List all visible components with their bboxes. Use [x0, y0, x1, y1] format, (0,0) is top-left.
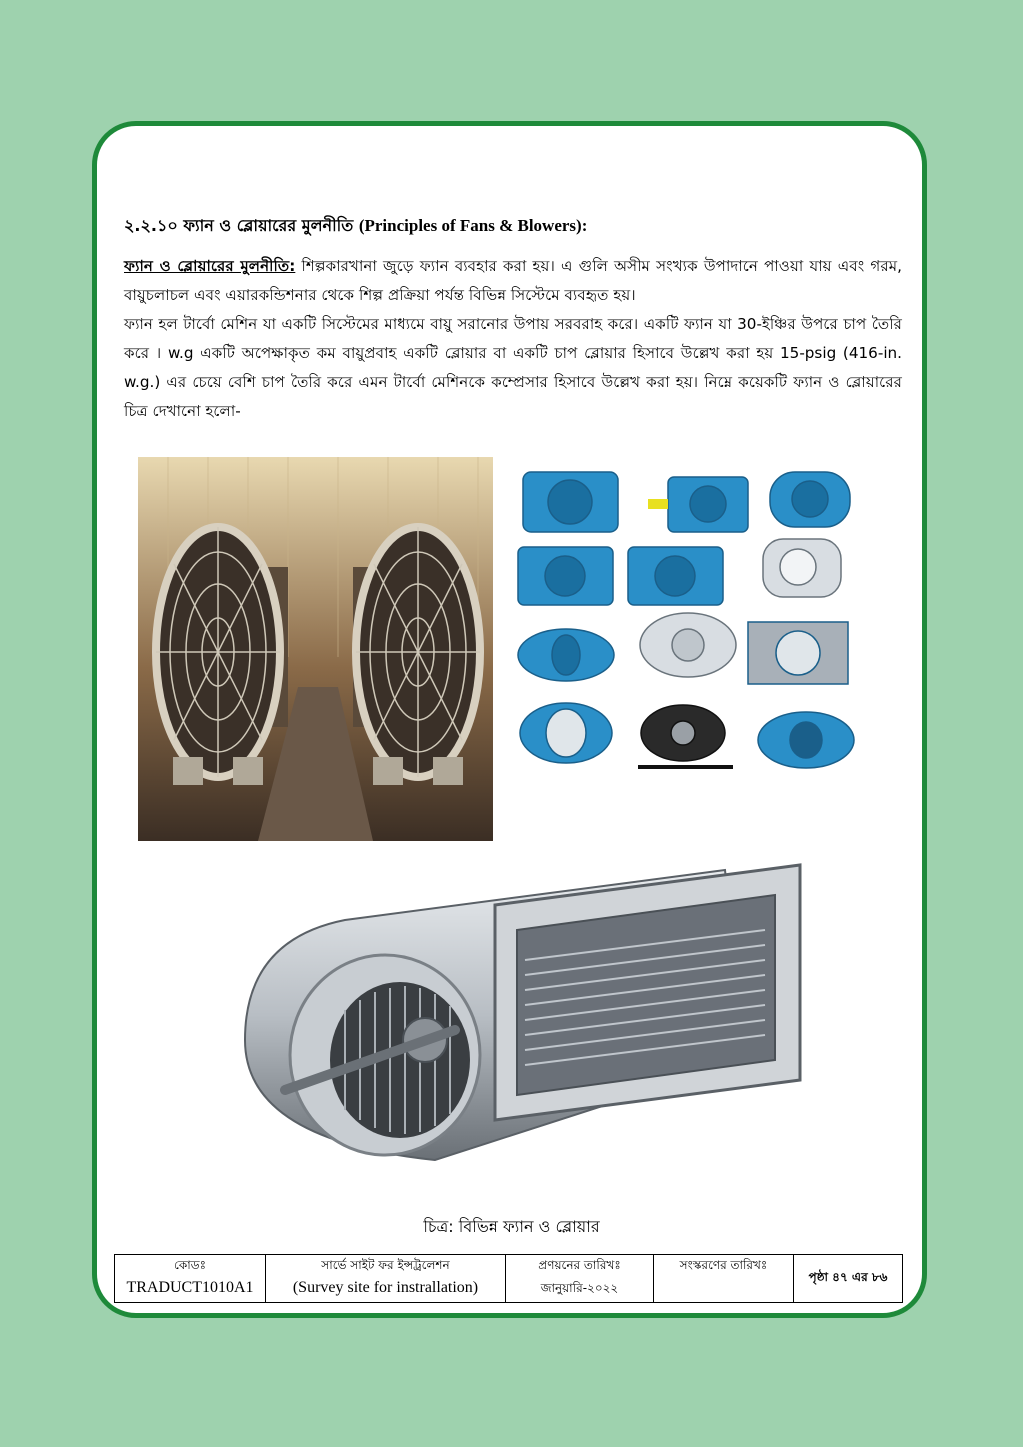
paragraph-1-text: শিল্পকারখানা জুড়ে ফ্যান ব্যবহার করা হয়। এ গুলি অসীম সংখ্যক উপাদানে পাওয়া যায় এবং গরম, বায়ুচলাচল এবং এয়ারকন্ডিশনার থেকে শিল্প প্রক্রিয়া পর্যন্ত বিভিন্ন সিস্টেমে ব্যবহৃত হয়।	[124, 257, 902, 304]
heading-english: (Principles of Fans & Blowers):	[358, 216, 588, 235]
revision-label: সংস্করণের তারিখঃ	[679, 1258, 768, 1272]
unit-label: সার্ভে সাইট ফর ইন্সট্রলেশন	[321, 1258, 450, 1272]
industrial-fans-photo	[138, 457, 493, 841]
code-value: TRADUCT1010A1	[126, 1279, 254, 1296]
paragraph-1	[124, 252, 902, 310]
fan-types-collage	[508, 457, 860, 787]
prep-date-value: জানুয়ারি-২০২২	[540, 1281, 619, 1295]
footer-row	[115, 1255, 903, 1303]
paragraph-2: ফ্যান হল টার্বো মেশিন যা একটি সিস্টেমের মাধ্যমে বায়ু সরানোর উপায় সরবরাহ করে। একটি ফ্যান যা 30-ইঞ্চির উপরে চাপ তৈরি করে । w.g একটি অপেক্ষাকৃত কম বায়ুপ্রবাহ একটি ব্লোয়ার বা একটি চাপ ব্লোয়ার হিসাবে উল্লেখ করা হয় 15-psig (416-in. w.g.) এর চেয়ে বেশি চাপ তৈরি করে এমন টার্বো মেশিনকে কম্প্রেসার হিসাবে উল্লেখ করা হয়। নিম্নে কয়েকটি ফ্যান ও ব্লোয়ারের চিত্র দেখানো হলো-	[124, 315, 902, 420]
heading-bengali: ২.২.১০ ফ্যান ও ব্লোয়ারের মুলনীতি	[124, 216, 354, 235]
footer-code-cell	[115, 1255, 266, 1303]
section-heading	[124, 213, 904, 240]
figure-caption: চিত্র: বিভিন্ন ফ্যান ও ব্লোয়ার	[423, 1217, 600, 1236]
page-number: পৃষ্ঠা ৪৭ এর ৮৬	[808, 1269, 888, 1284]
prep-date-label: প্রণয়নের তারিখঃ	[538, 1258, 621, 1272]
code-label: কোডঃ	[174, 1258, 206, 1272]
paragraph-lead: ফ্যান ও ব্লোয়ারের মুলনীতি:	[124, 257, 296, 275]
centrifugal-blower-image	[225, 860, 805, 1170]
body-text	[124, 252, 902, 426]
footer-page-cell	[794, 1255, 903, 1303]
unit-english: (Survey site for instrallation)	[292, 1279, 479, 1296]
footer-table	[114, 1254, 903, 1303]
footer-prep-date-cell	[506, 1255, 654, 1303]
footer-unit-cell	[266, 1255, 506, 1303]
footer-revision-cell	[654, 1255, 794, 1303]
